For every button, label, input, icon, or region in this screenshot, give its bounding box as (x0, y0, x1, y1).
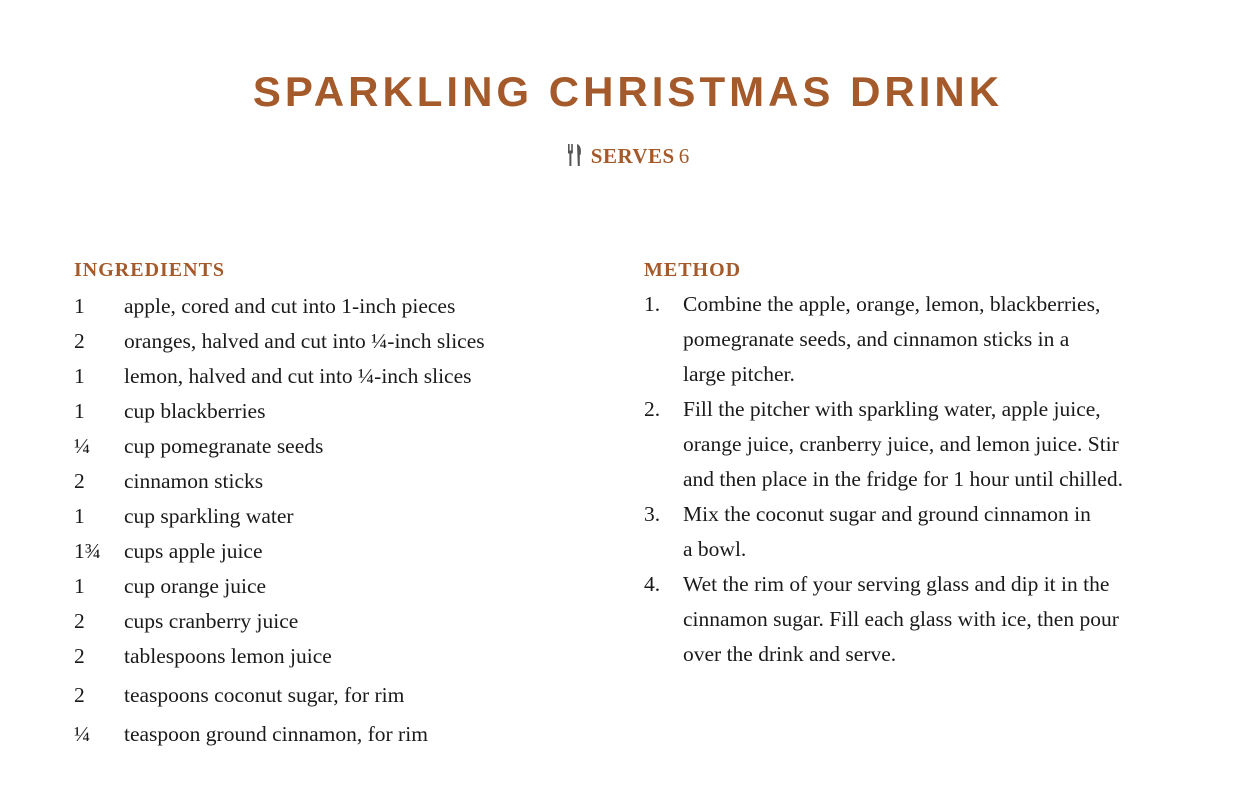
ingredient-item (74, 499, 614, 534)
ingredient-item (74, 717, 614, 752)
ingredient-qty: 2 (74, 609, 85, 633)
ingredient-desc: cups apple juice (124, 539, 263, 563)
ingredient-qty: 1 (74, 574, 85, 598)
step-line: over the drink and serve. (683, 642, 897, 666)
step-number: 3. (644, 502, 661, 526)
ingredient-qty: 1 (74, 504, 85, 528)
ingredient-qty: 1¾ (74, 539, 101, 563)
ingredient-qty: 2 (74, 683, 85, 707)
ingredient-item (74, 289, 614, 324)
ingredient-qty: ¼ (74, 434, 91, 458)
serves-value: 6 (678, 144, 690, 168)
page-title: SPARKLING CHRISTMAS DRINK (252, 68, 1004, 116)
step-line: orange juice, cranberry juice, and lemon juice. Stir (683, 432, 1119, 456)
ingredient-desc: tablespoons lemon juice (124, 644, 332, 668)
ingredient-qty: 1 (74, 294, 85, 318)
ingredient-item (74, 534, 614, 569)
ingredient-qty: 2 (74, 644, 85, 668)
step-line: Wet the rim of your serving glass and dip it in the (683, 572, 1110, 596)
step-number: 4. (644, 572, 661, 596)
method-step (644, 392, 1204, 497)
ingredient-desc: cinnamon sticks (124, 469, 264, 493)
method-step (644, 287, 1204, 392)
method-step (644, 497, 1204, 567)
ingredient-qty: 2 (74, 329, 85, 353)
step-text (683, 392, 1204, 497)
ingredients-list (74, 289, 614, 752)
step-text (683, 287, 1204, 392)
ingredient-desc: cup pomegranate seeds (124, 434, 324, 458)
serves-line (0, 142, 1256, 170)
ingredient-item (74, 639, 614, 674)
ingredient-qty: ¼ (74, 722, 91, 746)
serves-label: SERVES (590, 144, 675, 168)
ingredient-item (74, 394, 614, 429)
ingredient-item (74, 324, 614, 359)
step-line: a bowl. (683, 537, 747, 561)
method-list (644, 287, 1204, 672)
ingredient-desc: cup orange juice (124, 574, 267, 598)
ingredient-desc: cups cranberry juice (124, 609, 299, 633)
step-text (683, 567, 1204, 672)
ingredient-desc: cup sparkling water (124, 504, 294, 528)
ingredient-item (74, 604, 614, 639)
step-number: 2. (644, 397, 661, 421)
utensils-icon (567, 144, 583, 166)
ingredient-item (74, 464, 614, 499)
step-line: pomegranate seeds, and cinnamon sticks in a (683, 327, 1070, 351)
step-line: cinnamon sugar. Fill each glass with ice, then pour (683, 607, 1119, 631)
step-number: 1. (644, 292, 661, 316)
ingredients-heading: INGREDIENTS (74, 258, 226, 281)
ingredient-qty: 2 (74, 469, 85, 493)
ingredient-qty: 1 (74, 364, 85, 388)
ingredient-item (74, 569, 614, 604)
step-line: Combine the apple, orange, lemon, blackberries, (683, 292, 1101, 316)
step-line: Fill the pitcher with sparkling water, apple juice, (683, 397, 1101, 421)
step-line: Mix the coconut sugar and ground cinnamon in (683, 502, 1091, 526)
ingredient-item (74, 429, 614, 464)
ingredient-desc: lemon, halved and cut into ¼-inch slices (124, 364, 472, 388)
ingredient-item (74, 678, 614, 713)
ingredient-desc: teaspoon ground cinnamon, for rim (124, 722, 428, 746)
ingredient-desc: apple, cored and cut into 1-inch pieces (124, 294, 456, 318)
step-line: large pitcher. (683, 362, 795, 386)
ingredient-qty: 1 (74, 399, 85, 423)
ingredient-desc: oranges, halved and cut into ¼-inch slices (124, 329, 485, 353)
ingredient-desc: teaspoons coconut sugar, for rim (124, 683, 405, 707)
step-text (683, 497, 1204, 567)
method-step (644, 567, 1204, 672)
step-line: and then place in the fridge for 1 hour until chilled. (683, 467, 1124, 491)
method-heading: METHOD (644, 258, 742, 281)
ingredient-item (74, 359, 614, 394)
ingredient-desc: cup blackberries (124, 399, 266, 423)
